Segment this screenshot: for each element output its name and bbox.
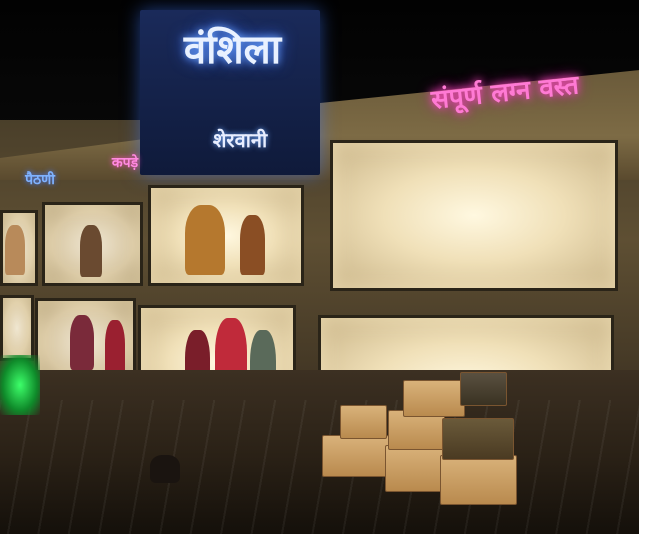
mannequin-4: [5, 225, 25, 275]
carton-4: [440, 455, 517, 505]
window-lower-1: [0, 295, 34, 361]
carton-2: [340, 405, 387, 439]
carton-7: [403, 380, 465, 417]
carton-8: [460, 372, 507, 406]
carton-6: [442, 418, 514, 460]
left-sign-2: कपड़े: [111, 155, 139, 171]
left-sign-1: पैठणी: [25, 172, 55, 188]
subbrand-neon-text: शेरवानी: [212, 128, 268, 152]
street-object: [150, 455, 180, 483]
green-light: [0, 355, 40, 415]
window-upper-3: [148, 185, 304, 286]
image-border-right: [639, 0, 650, 542]
carton-3: [385, 445, 447, 492]
brand-neon-text: वंशिला: [183, 27, 282, 73]
tagline-neon-text: संपूर्ण लग्न वस्त: [429, 70, 581, 116]
mannequin-3: [80, 225, 102, 277]
image-border-bottom: [0, 534, 650, 542]
mannequin-2: [240, 215, 265, 275]
mannequin-8: [70, 315, 94, 370]
mannequin-1: [185, 205, 225, 275]
window-upper-4: [330, 140, 618, 291]
carton-1: [322, 435, 389, 477]
